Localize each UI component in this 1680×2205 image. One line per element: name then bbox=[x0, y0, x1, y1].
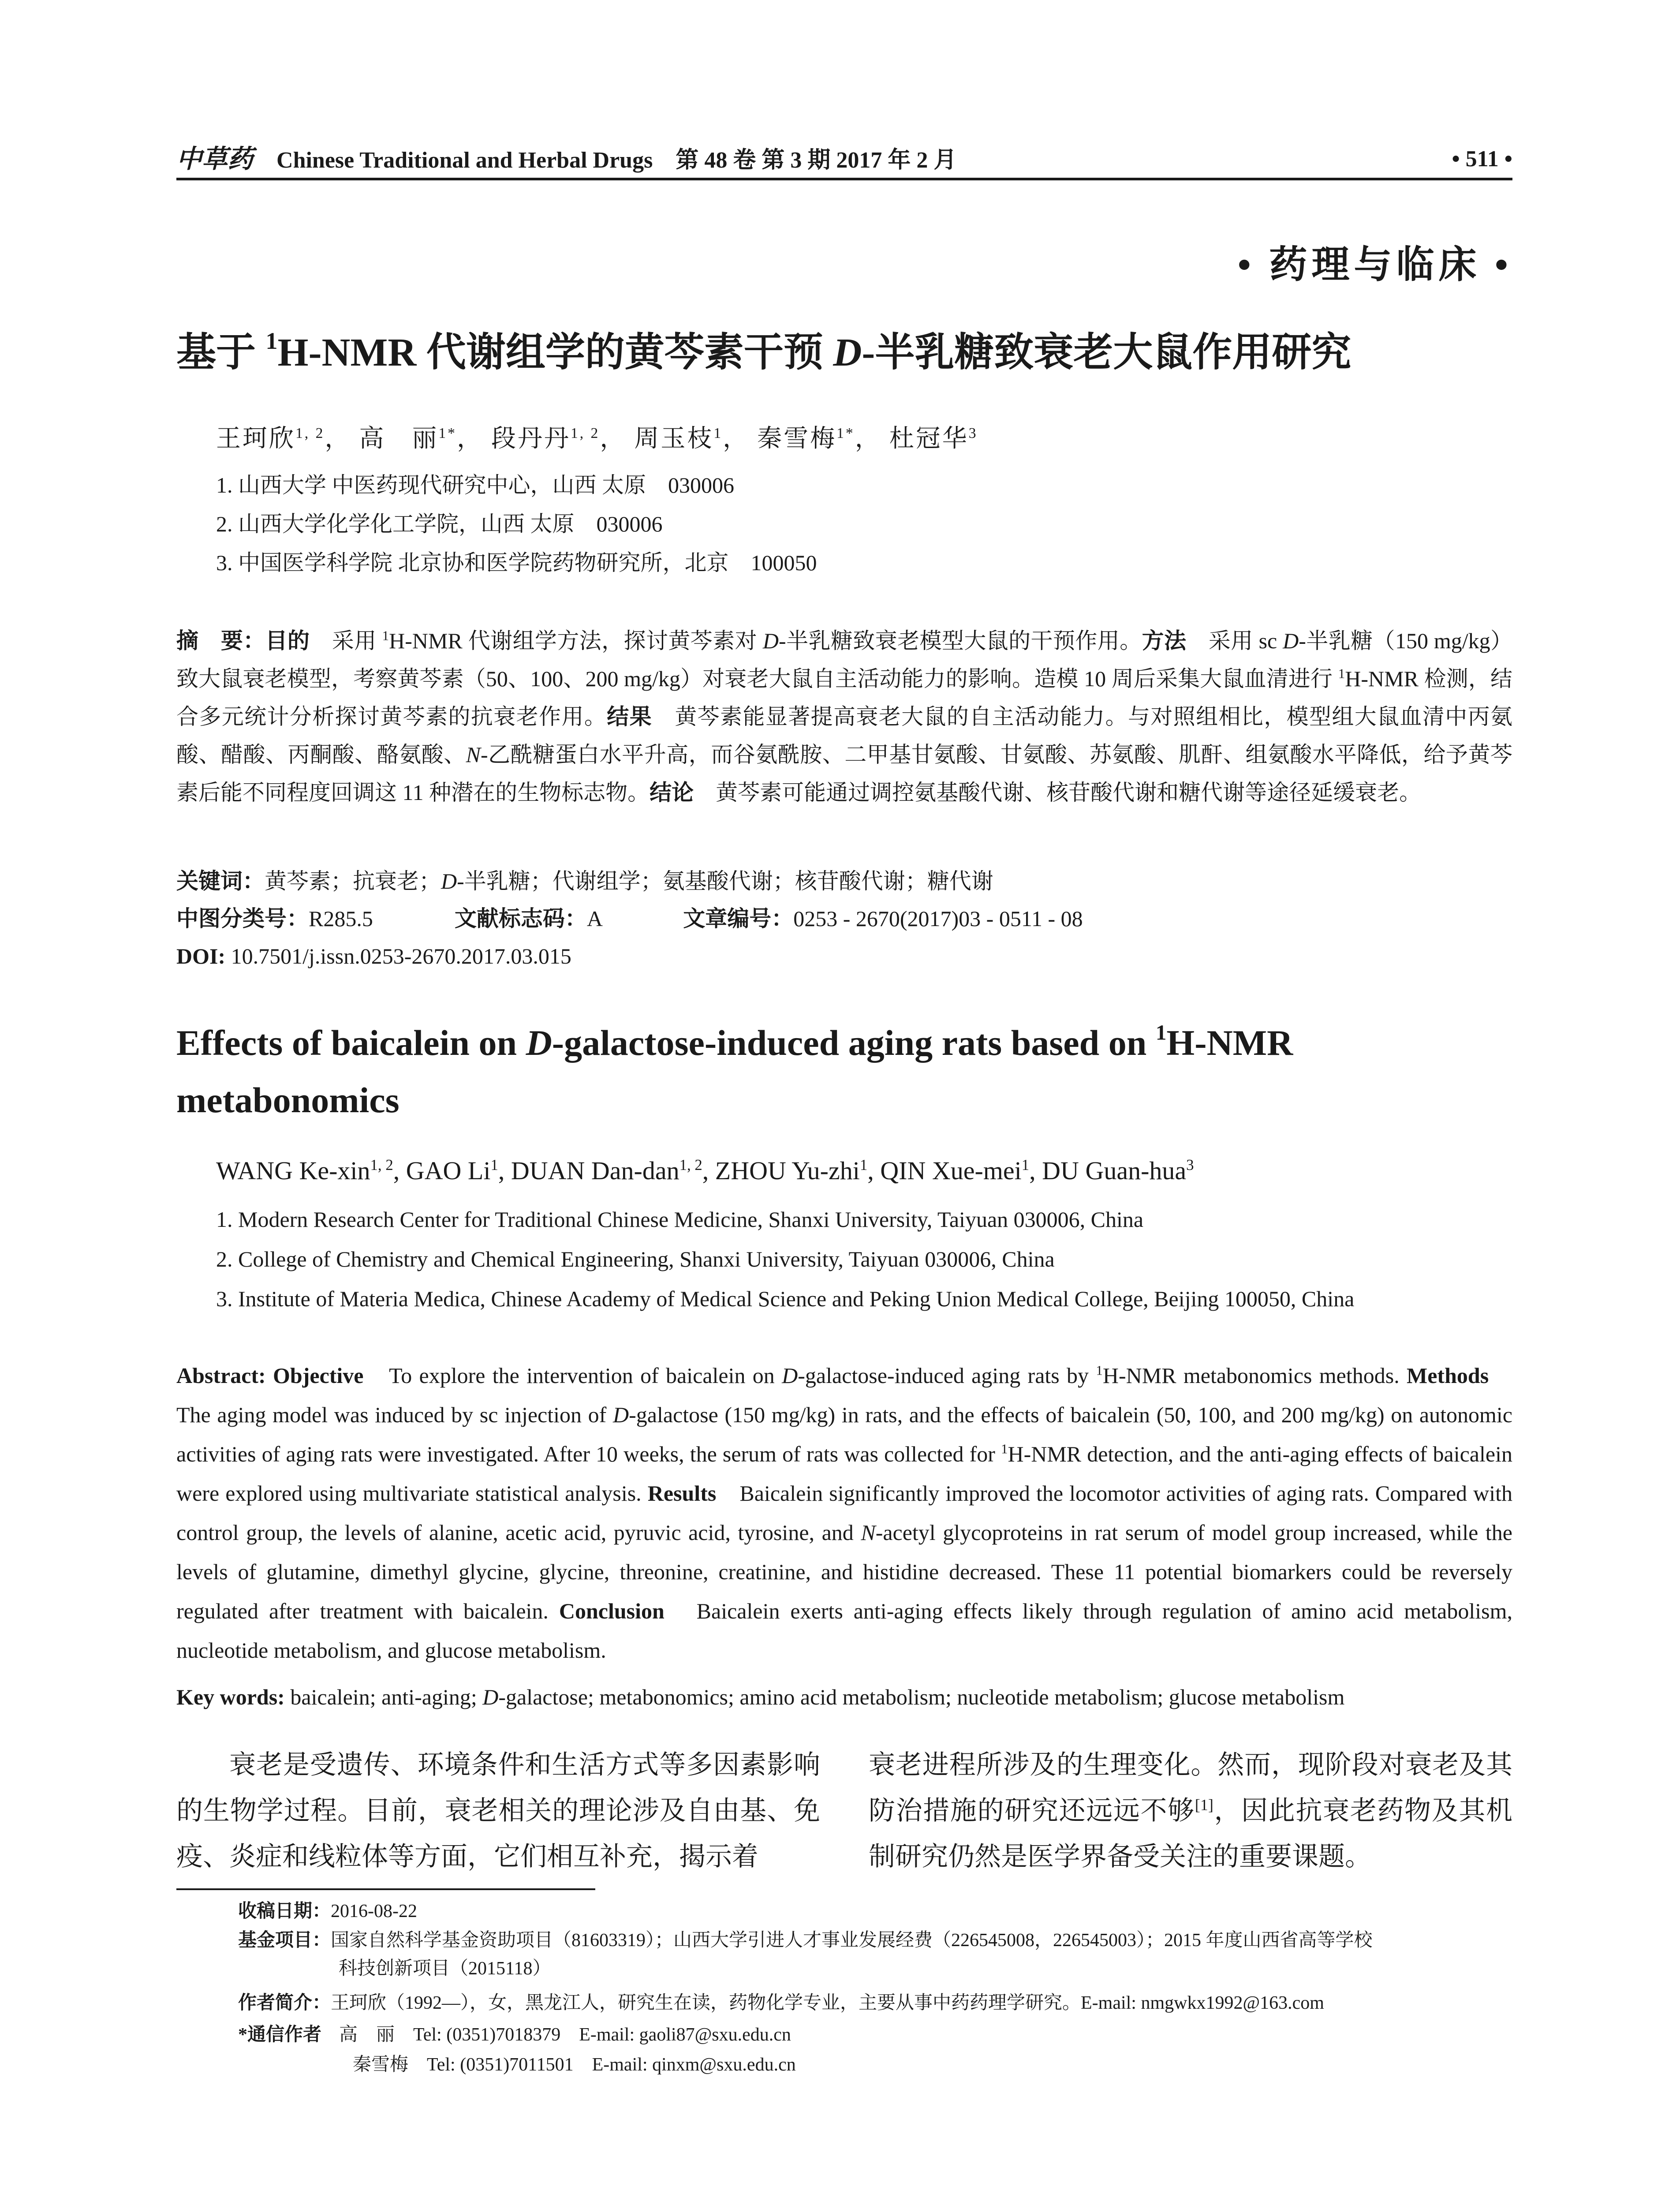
abstract-cn-text: -乙酰糖蛋白水平升高，而谷氨酰胺、二甲基甘氨酸、甘氨酸、苏氨酸、肌酐、组氨酸水平降低，给予黄芩素后能不同程度回调这 11 种潜在的生物标志物。 bbox=[176, 742, 1512, 805]
abstract-cn-sup: 1 bbox=[1338, 665, 1345, 681]
clc-value: R285.5 bbox=[309, 906, 373, 931]
keywords-en-text: baicalein; anti-aging; bbox=[284, 1685, 483, 1709]
abstract-cn-sup: 1 bbox=[382, 628, 389, 643]
title-en bbox=[176, 1014, 1512, 1129]
keywords-cn-italic: D bbox=[441, 869, 457, 893]
abstract-cn-label: 摘 要： bbox=[176, 628, 265, 653]
abstract-cn-text: -半乳糖（150 mg/kg）致大鼠衰老模型，考察黄芩素（50、100、200 mg/kg）对衰老大鼠自主活动能力的影响。造模 10 周后采集大鼠血清进行 bbox=[176, 628, 1513, 691]
affiliation-en: 1. Modern Research Center for Traditional Chinese Medicine, Shanxi University, Taiyuan 030006, China bbox=[216, 1207, 1144, 1232]
title-cn-middle: H-NMR 代谢组学的黄芩素干预 bbox=[277, 331, 833, 374]
footnote-author bbox=[238, 1989, 1512, 2017]
abstract-cn-objective-label: 目的 bbox=[265, 628, 310, 653]
body-text: ，因此抗衰老药物及其机制研究仍然是医学界备受关注的重要课题。 bbox=[869, 1796, 1513, 1871]
abstract-en bbox=[176, 1356, 1512, 1670]
corresponding-label: *通信作者 bbox=[238, 2025, 322, 2045]
abstract-en-italic: D bbox=[782, 1363, 798, 1388]
keywords-cn-text: 黄芩素；抗衰老； bbox=[265, 869, 441, 893]
abstract-en-results-label: Results bbox=[647, 1481, 717, 1506]
author-cn-sup: 1, 2 bbox=[295, 425, 325, 441]
title-cn-sup: 1 bbox=[265, 328, 278, 355]
author-bio: 王珂欣（1992—），女，黑龙江人，研究生在读，药物化学专业，主要从事中药药理学研究。E-mail: nmgwkx1992@163.com bbox=[331, 1993, 1324, 2013]
doc-code-value: A bbox=[586, 906, 602, 931]
abstract-en-text: To explore the intervention of baicalein on bbox=[363, 1363, 782, 1388]
title-en-sup: 1 bbox=[1155, 1020, 1167, 1045]
author-cn-sup: 1, 2 bbox=[570, 425, 600, 441]
abstract-en-text: H-NMR detection, and the anti-aging effects of baicalein were explored using multivariate statistical analysis. bbox=[176, 1442, 1512, 1506]
author-cn: 段丹丹 bbox=[491, 425, 571, 452]
footnote-fund bbox=[238, 1926, 1512, 1955]
title-en-italic: D bbox=[526, 1023, 552, 1063]
author-en-sup: 1, 2 bbox=[370, 1156, 393, 1174]
author-bio-label: 作者简介： bbox=[238, 1993, 331, 2013]
author-cn: 王珂欣 bbox=[216, 425, 295, 452]
title-cn-prefix: 基于 bbox=[176, 331, 266, 374]
body-column-left: 衰老是受遗传、环境条件和生活方式等多因素影响的生物学过程。目前，衰老相关的理论涉及自由基、免疫、炎症和线粒体等方面，它们相互补充，揭示着 bbox=[176, 1750, 820, 1871]
fund-label: 基金项目： bbox=[238, 1930, 331, 1951]
fund-text: 国家自然科学基金资助项目（81603319）；山西大学引进人才事业发展经费（226545008，226545003）；2015 年度山西省高等学校 bbox=[331, 1930, 1373, 1951]
authors-cn: 王珂欣$^{1, 2}$， 高 丽$^{1*}$， 段丹丹$^{1, 2}$， 周玉枝$^1$， 秦雪梅$^{1*}$， 杜冠华$^3$ bbox=[216, 425, 978, 452]
affiliation-en: 2. College of Chemistry and Chemical Engineering, Shanxi University, Taiyuan 030006, China bbox=[216, 1247, 1055, 1271]
abstract-en-text: -acetyl glycoproteins in rat serum of model group increased, while the levels of glutamine, dimethyl glycine, glycine, threonine, creatinine, and histidine decreased. These 11 potential biomarkers could be reversely regulated after treatment with baicalein. bbox=[176, 1520, 1512, 1623]
abstract-cn-italic: D bbox=[762, 628, 779, 653]
affiliation-en: 3. Institute of Materia Medica, Chinese Academy of Medical Science and Peking Union Medical College, Beijing 100050, China bbox=[216, 1286, 1355, 1311]
abstract-cn-text: 采用 bbox=[310, 628, 382, 653]
abstract-en-methods-label: Methods bbox=[1407, 1363, 1489, 1388]
affiliation-cn: 1. 山西大学 中医药现代研究中心，山西 太原 030006 bbox=[216, 473, 734, 497]
keywords-en-text: -galactose; metabonomics; amino acid metabolism; nucleotide metabolism; glucose metabolism bbox=[498, 1685, 1345, 1709]
affiliation-cn: 3. 中国医学科学院 北京协和医学院药物研究所，北京 100050 bbox=[216, 550, 817, 575]
title-cn-suffix: -半乳糖致衰老大鼠作用研究 bbox=[862, 331, 1351, 374]
footnote-corresponding bbox=[238, 2021, 1512, 2049]
article-number-value: 0253 - 2670(2017)03 - 0511 - 08 bbox=[793, 906, 1083, 931]
author-en-sup: 1 bbox=[1021, 1156, 1030, 1174]
article-number-label: 文章编号： bbox=[683, 906, 794, 931]
author-en: DUAN Dan-dan bbox=[511, 1156, 679, 1185]
abstract-cn-text: 采用 sc bbox=[1186, 628, 1283, 653]
title-en-text: H-NMR metabonomics bbox=[176, 1023, 1293, 1120]
author-cn: 高 丽 bbox=[359, 425, 439, 452]
received-date: 2016-08-22 bbox=[331, 1901, 417, 1921]
journal-info: Chinese Traditional and Herbal Drugs 第 48 卷 第 3 期 2017 年 2 月 bbox=[276, 148, 957, 173]
abstract-cn-italic: D bbox=[1283, 628, 1299, 653]
title-cn bbox=[176, 322, 1512, 384]
classification-line bbox=[176, 900, 1512, 938]
abstract-en-text: -galactose (150 mg/kg) in rats, and the effects of baicalein (50, 100, and 200 mg/kg) on autonomic activities of aging rats were investigated. After 10 weeks, the serum of rats was collected for bbox=[176, 1402, 1512, 1466]
clc-label: 中图分类号： bbox=[176, 906, 309, 931]
journal-name-cn: 中草药 bbox=[176, 145, 254, 173]
abstract-en-label: Abstract: Objective bbox=[176, 1363, 364, 1388]
abstract-cn-text: H-NMR 检测，结合多元统计分析探讨黄芩素的抗衰老作用。 bbox=[176, 666, 1512, 729]
abstract-en-italic: D bbox=[613, 1402, 629, 1427]
abstract-en-conclusion-label: Conclusion bbox=[559, 1599, 665, 1623]
keywords-cn-text: -半乳糖；代谢组学；氨基酸代谢；核苷酸代谢；糖代谢 bbox=[457, 869, 993, 893]
doi-value[interactable]: 10.7501/j.issn.0253-2670.2017.03.015 bbox=[225, 944, 571, 968]
citation-ref[interactable]: [1] bbox=[1195, 1796, 1213, 1814]
author-en: QIN Xue-mei bbox=[880, 1156, 1022, 1185]
doi-label: DOI: bbox=[176, 944, 226, 968]
keywords-cn bbox=[176, 862, 1512, 900]
abstract-en-sup: 1 bbox=[1001, 1441, 1008, 1457]
abstract-cn-methods-label: 方法 bbox=[1142, 628, 1187, 653]
author-en: WANG Ke-xin bbox=[216, 1156, 370, 1185]
doi-line bbox=[176, 937, 1512, 975]
author-cn-sup: 3 bbox=[968, 425, 978, 441]
authors-en: WANG Ke-xin$^{1, 2}$, GAO Li$^1$, DUAN Dan-dan$^{1, 2}$, ZHOU Yu-zhi$^1$, QIN Xue-mei$^1$, DU Guan-hua$^3$ bbox=[216, 1156, 1194, 1185]
abstract-en-text: H-NMR metabonomics methods. bbox=[1102, 1363, 1407, 1388]
author-en-sup: 1 bbox=[490, 1156, 498, 1174]
keywords-en bbox=[176, 1678, 1512, 1716]
title-en-text: -galactose-induced aging rats based on bbox=[552, 1023, 1156, 1063]
author-cn: 杜冠华 bbox=[889, 425, 969, 452]
author-en: DU Guan-hua bbox=[1042, 1156, 1187, 1185]
affiliation-cn: 2. 山西大学化学化工学院，山西 太原 030006 bbox=[216, 512, 663, 536]
abstract-cn-text: 黄芩素可能通过调控氨基酸代谢、核苷酸代谢和糖代谢等途径延缓衰老。 bbox=[694, 780, 1422, 805]
header-rule bbox=[176, 178, 1512, 180]
body-column-right bbox=[869, 1742, 1512, 1880]
author-en-sup: 1 bbox=[859, 1156, 868, 1174]
author-cn-sup: 1 bbox=[713, 425, 723, 441]
abstract-cn-text: 黄芩素能显著提高衰老大鼠的自主活动能力。与对照组相比，模型组大鼠血清中丙氨酸、醋酸、丙酮酸、酪氨酸、 bbox=[176, 704, 1513, 767]
abstract-cn-italic: N bbox=[466, 742, 481, 767]
keywords-en-label: Key words: bbox=[176, 1685, 285, 1709]
title-en-text: Effects of baicalein on bbox=[176, 1023, 526, 1063]
body-text: 衰老进程所涉及的生理变化。然而，现阶段对衰老及其防治措施的研究还远远不够 bbox=[869, 1750, 1512, 1825]
keywords-cn-label: 关键词： bbox=[176, 869, 265, 893]
footnote-rule bbox=[176, 1888, 595, 1890]
abstract-en-text: The aging model was induced by sc injection of bbox=[176, 1363, 1512, 1427]
author-en-sup: 3 bbox=[1186, 1156, 1194, 1174]
author-en: GAO Li bbox=[406, 1156, 491, 1185]
author-cn-sup: 1* bbox=[836, 425, 855, 441]
abstract-en-text: -galactose-induced aging rats by bbox=[798, 1363, 1096, 1388]
section-label: • 药理与临床 • bbox=[1237, 243, 1512, 286]
footnote-received bbox=[238, 1897, 1574, 1925]
running-header bbox=[176, 141, 1512, 177]
abstract-cn-text: H-NMR 代谢组学方法，探讨黄芩素对 bbox=[389, 628, 763, 653]
doc-code-label: 文献标志码： bbox=[454, 906, 587, 931]
abstract-en-italic: N bbox=[861, 1520, 876, 1545]
footnote-corresponding-2: 秦雪梅 Tel: (0351)7011501 E-mail: qinxm@sxu.edu.cn bbox=[353, 2055, 796, 2075]
author-cn-sup: 1* bbox=[438, 425, 457, 441]
abstract-cn-text: -半乳糖致衰老模型大鼠的干预作用。 bbox=[779, 628, 1142, 653]
keywords-en-italic: D bbox=[482, 1685, 499, 1709]
title-cn-italic: D bbox=[833, 331, 862, 374]
footnote-fund-cont: 科技创新项目（2015118） bbox=[339, 1958, 551, 1979]
abstract-cn-results-label: 结果 bbox=[607, 704, 652, 729]
page-number: • 511 • bbox=[1452, 146, 1512, 172]
author-cn: 周玉枝 bbox=[634, 425, 714, 452]
abstract-en-sup: 1 bbox=[1096, 1362, 1103, 1378]
abstract-en-text: Baicalein significantly improved the locomotor activities of aging rats. Compared with control group, the levels of alanine, acetic acid, pyruvic acid, tyrosine, and bbox=[176, 1481, 1512, 1545]
corresponding-author: 高 丽 Tel: (0351)7018379 E-mail: gaoli87@sxu.edu.cn bbox=[339, 2025, 791, 2045]
abstract-cn bbox=[176, 622, 1512, 811]
received-label: 收稿日期： bbox=[238, 1901, 331, 1921]
abstract-cn-conclusion-label: 结论 bbox=[650, 780, 694, 805]
abstract-en-text: Baicalein exerts anti-aging effects likely through regulation of amino acid metabolism, nucleotide metabolism, and glucose metabolism. bbox=[176, 1599, 1512, 1663]
author-cn: 秦雪梅 bbox=[757, 425, 837, 452]
author-en-sup: 1, 2 bbox=[679, 1156, 702, 1174]
author-en: ZHOU Yu-zhi bbox=[715, 1156, 860, 1185]
